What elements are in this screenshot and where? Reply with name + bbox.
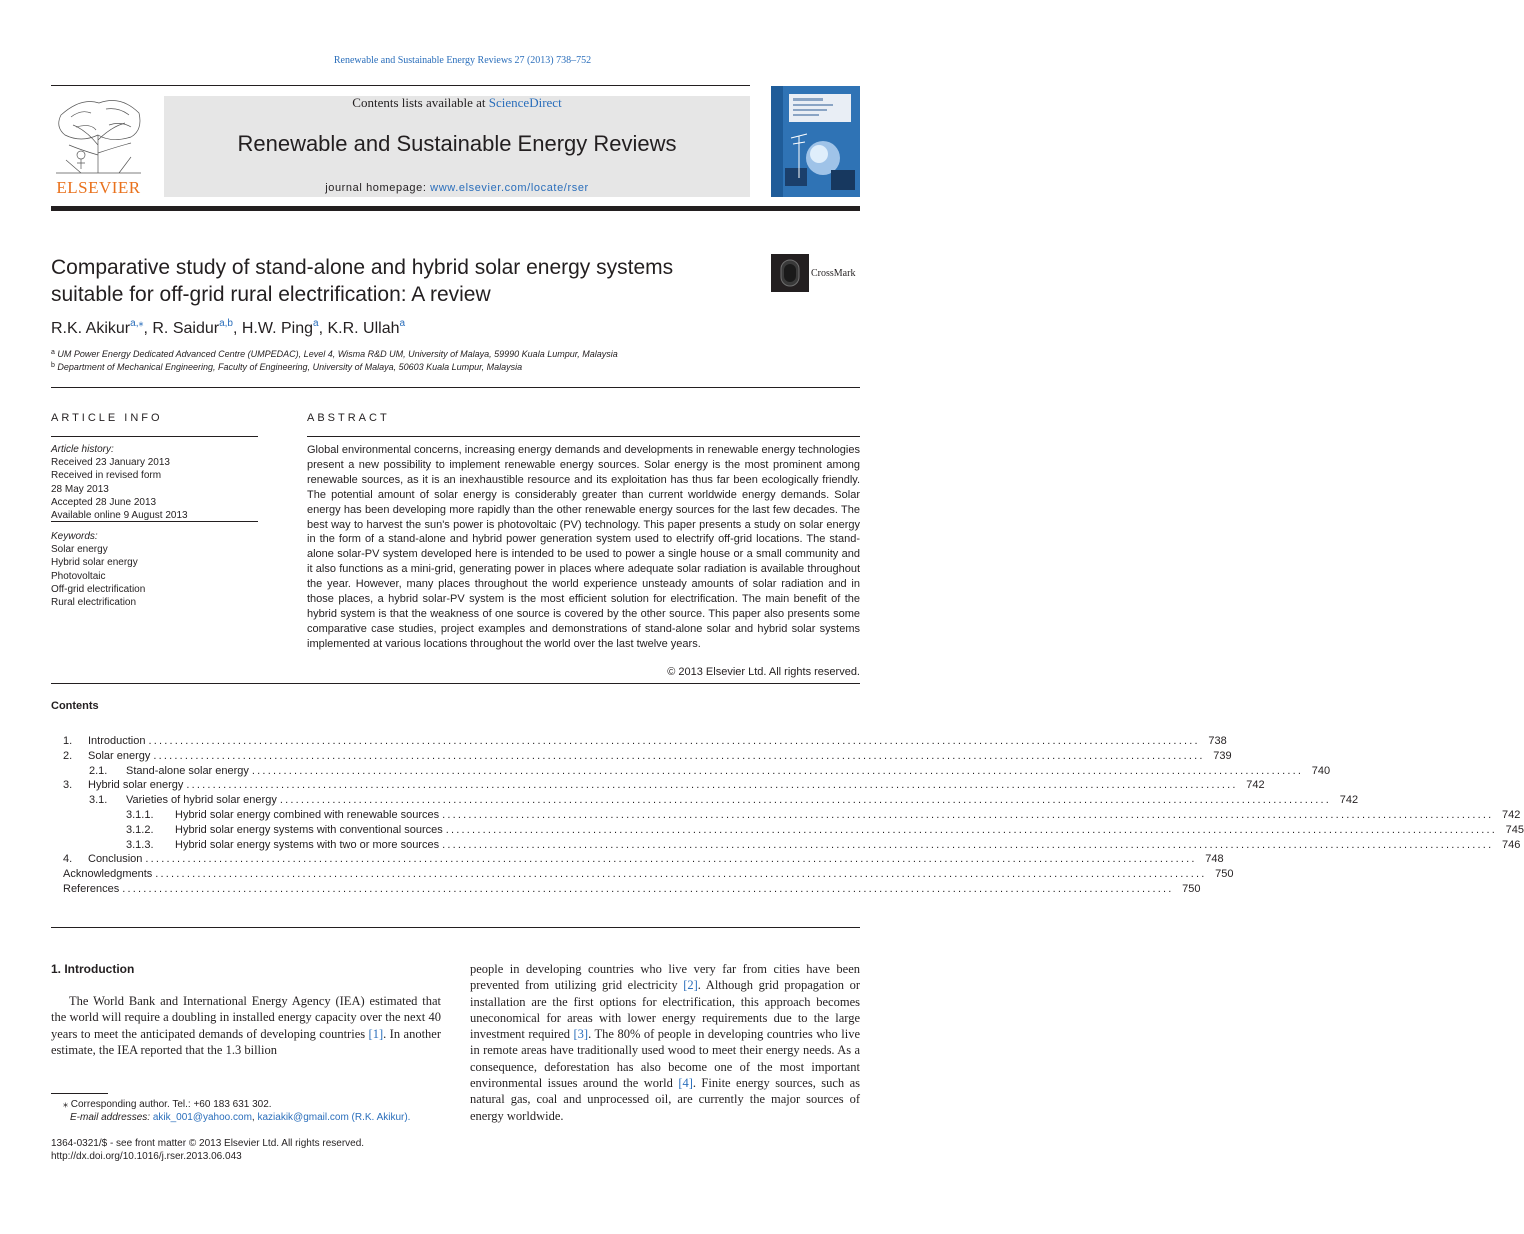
toc-label[interactable]: Varieties of hybrid solar energy [126, 794, 277, 807]
toc-number: 4. [63, 853, 73, 866]
author-name[interactable]: R.K. Akikur [51, 320, 131, 337]
divider [51, 683, 860, 684]
citation-link[interactable]: [3] [573, 1027, 589, 1042]
email-link[interactable]: kaziakik@gmail.com [257, 1112, 349, 1123]
toc-entry[interactable] [126, 838, 1521, 853]
author-name[interactable]: R. Saidur [152, 320, 220, 337]
toc-leader-dots: ........................................................................................................................................................................................................ [186, 779, 1238, 792]
author-affil-mark[interactable]: a,⁎ [130, 318, 144, 329]
author-list [51, 318, 405, 338]
author-affil-mark[interactable]: a [399, 318, 406, 329]
toc-page-number[interactable]: 742 [1339, 794, 1359, 807]
author-name[interactable]: H.W. Ping [241, 320, 314, 337]
keywords-label: Keywords: [51, 531, 98, 542]
issn-note: 1364-0321/$ - see front matter © 2013 Elsevier Ltd. All rights reserved. [51, 1138, 365, 1149]
toc-leader-dots: ........................................................................................................................................................................................................ [155, 868, 1207, 881]
citation-link[interactable]: [1] [368, 1026, 384, 1041]
toc-page-number[interactable]: 738 [1208, 735, 1227, 747]
intro-text: . The 80% of people in developing countries who live in remote areas have traditionally used wood to meet their energy needs. As a consequence, deforestation has also become one of the most important environmental issues around the world [470, 1027, 860, 1091]
toc-entry[interactable] [63, 749, 1232, 764]
toc-leader-dots: ........................................................................................................................................................................................................ [145, 853, 1197, 866]
toc-page-number[interactable]: 748 [1205, 853, 1224, 866]
history-item: Available online 9 August 2013 [51, 510, 188, 522]
keyword: Rural electrification [51, 597, 137, 609]
email-separator: , [251, 1112, 258, 1123]
toc-leader-dots: ........................................................................................................................................................................................................ [122, 883, 1174, 895]
keyword: Photovoltaic [51, 570, 106, 582]
intro-text: . Finite energy sources, such as natural gas, coal and unprocessed oil, are currently the major sources of energy worldwide. [470, 1076, 860, 1123]
article-title-line2: suitable for off-grid rural electrification: A review [51, 283, 491, 306]
abstract-copyright: © 2013 Elsevier Ltd. All rights reserved. [667, 666, 860, 678]
email-note [70, 1111, 410, 1124]
author-name[interactable]: K.R. Ullah [327, 320, 400, 337]
abstract-text: Global environmental concerns, increasing energy demands and developments in renewable energy technologies present a new possibility to implement renewable energy sources. Solar energy is the most prominent among renewable sources, as it is an inexhaustible resource and its exploitation has thus far been ecologically friendly. The potential amount of solar energy is considerably greater than current worldwide energy demands. Solar energy has been developing more rapidly than the other renewable energy sources for the last few decades. The best way to harvest the sun's power is photovoltaic (PV) technology. This paper presents a study on solar energy in the form of a stand-alone and hybrid power generation system used to electrify off-grid locations. The stand-alone solar-PV system developed here is intended to be used to power a single house or a small community and it also functions as a mini-grid, generating power in places where adequate solar radiation is available throughout the year. However, many places throughout the world experience unsteady amounts of solar radiation and in those places, a hybrid solar-PV system is the most efficient solution for electrification. The main benefit of the hybrid system is that the weakness of one source is covered by the other source. This paper also presents some comparative case studies, project examples and demonstrations of stand-alone solar and hybrid solar systems implemented at various locations throughout the world over the last twelve years. [307, 444, 860, 650]
citation-link[interactable]: [2] [683, 978, 698, 993]
header-rule [51, 85, 750, 86]
doi-note[interactable]: http://dx.doi.org/10.1016/j.rser.2013.06.043 [51, 1151, 242, 1162]
toc-number: 3.1.1. [126, 809, 154, 821]
history-item: 28 May 2013 [51, 483, 109, 495]
toc-leader-dots: ........................................................................................................................................................................................................ [148, 735, 1200, 747]
article-info-heading: ARTICLE INFO [51, 412, 163, 424]
toc-entry[interactable] [63, 852, 1224, 867]
toc-number: 2. [63, 749, 73, 762]
toc-leader-dots: ........................................................................................................................................................................................................ [442, 838, 1494, 851]
abstract-heading: ABSTRACT [307, 412, 390, 424]
toc-label[interactable]: Hybrid solar energy systems with conventional sources [175, 823, 443, 836]
toc-page-number[interactable]: 745 [1505, 823, 1524, 836]
footnote-rule [51, 1093, 108, 1094]
toc-label[interactable]: Stand-alone solar energy [126, 764, 249, 777]
header-thick-rule [51, 206, 860, 211]
toc-number: 3.1.2. [126, 823, 154, 836]
intro-heading: 1. Introduction [51, 962, 135, 976]
toc-number: 3.1. [89, 794, 108, 807]
toc-entry[interactable] [63, 882, 1201, 897]
keyword: Off-grid electrification [51, 583, 146, 595]
toc-entry[interactable] [63, 867, 1234, 882]
affiliation-mark: a [51, 349, 55, 356]
journal-homepage [164, 182, 750, 194]
affiliation-mark: b [51, 362, 55, 369]
journal-cover-image [771, 86, 860, 197]
toc-leader-dots: ........................................................................................................................................................................................................ [279, 794, 1332, 807]
email-label: E-mail addresses: [70, 1112, 153, 1123]
intro-text: The World Bank and International Energy Agency (IEA) estimated that the world will require a doubling in installed energy capacity over the next 40 years to meet the anticipated demands of developing countries [51, 994, 441, 1041]
divider [51, 436, 258, 437]
toc-page-number[interactable]: 746 [1501, 838, 1521, 851]
toc-leader-dots: ........................................................................................................................................................................................................ [442, 809, 1494, 821]
toc-number: 3.1.3. [126, 838, 154, 851]
toc-leader-dots: ........................................................................................................................................................................................................ [445, 823, 1498, 836]
intro-text: . Although grid propagation or installation are the first options for electrification, this approach becomes uneconomical for areas with lower energy requirements due to the large investment required [470, 978, 860, 1042]
toc-label[interactable]: Introduction [88, 735, 146, 747]
toc-entry[interactable] [63, 778, 1265, 793]
intro-text: . In another estimate, the IEA reported that the 1.3 billion [51, 1026, 441, 1057]
journal-citation[interactable]: Renewable and Sustainable Energy Reviews 27 (2013) 738–752 [333, 55, 592, 66]
toc-label[interactable]: Hybrid solar energy systems with two or more sources [175, 838, 440, 851]
elsevier-wordmark: ELSEVIER [56, 178, 141, 197]
citation-link[interactable]: [4] [678, 1076, 693, 1091]
toc-leader-dots: ........................................................................................................................................................................................................ [251, 764, 1304, 777]
affiliation-text: Department of Mechanical Engineering, Faculty of Engineering, University of Malaya, 50603 Kuala Lumpur, Malaysia [57, 362, 523, 372]
homepage-prefix: journal homepage: [325, 182, 431, 194]
toc-leader-dots: ........................................................................................................................................................................................................ [153, 749, 1205, 762]
toc-entry[interactable] [89, 764, 1331, 779]
corresponding-author-note: ⁎ Corresponding author. Tel.: +60 183 631 302. [63, 1099, 272, 1110]
toc-page-number[interactable]: 739 [1213, 749, 1232, 762]
toc-label[interactable]: Solar energy [88, 749, 151, 762]
crossmark-icon [771, 254, 809, 292]
affiliation-text: UM Power Energy Dedicated Advanced Centre (UMPEDAC), Level 4, Wisma R&D UM, University of Malaya, 59990 Kuala Lumpur, Malaysia [57, 349, 618, 359]
history-item: Received in revised form [51, 470, 162, 482]
author-separator: , [318, 320, 328, 337]
author-separator: , [232, 320, 242, 337]
intro-col1 [51, 993, 441, 1058]
affiliation-b [51, 362, 522, 372]
keyword: Solar energy [51, 544, 108, 556]
toc-label[interactable]: References [63, 883, 120, 895]
contents-available [164, 95, 750, 111]
toc-page-number[interactable]: 750 [1215, 868, 1234, 881]
author-affil-mark[interactable]: a [313, 318, 319, 329]
affiliation-a [51, 349, 618, 359]
intro-text: people in developing countries who live very far from cities have been prevented from utilizing grid electricity [470, 962, 860, 993]
history-item: Received 23 January 2013 [51, 457, 170, 469]
contents-available-prefix: Contents lists available at [352, 95, 489, 110]
sciencedirect-link[interactable]: ScienceDirect [488, 95, 562, 110]
article-history [51, 443, 258, 522]
toc-entry[interactable] [63, 734, 1227, 749]
toc-label[interactable]: Hybrid solar energy [88, 779, 184, 792]
toc-page-number[interactable]: 740 [1311, 764, 1331, 777]
toc-number: 3. [63, 779, 73, 792]
contents-heading: Contents [51, 700, 99, 712]
divider [51, 927, 860, 928]
homepage-link[interactable]: www.elsevier.com/locate/rser [430, 182, 589, 194]
author-affil-mark[interactable]: a,b [219, 318, 233, 329]
history-item: Accepted 28 June 2013 [51, 496, 157, 508]
toc-label[interactable]: Hybrid solar energy combined with renewable sources [175, 809, 440, 821]
divider [51, 387, 860, 388]
divider [51, 521, 258, 522]
toc-entry[interactable] [89, 793, 1359, 808]
toc-number: 2.1. [89, 764, 108, 777]
keywords [51, 530, 258, 609]
crossmark-badge[interactable] [771, 254, 871, 294]
email-owner: (R.K. Akikur). [348, 1112, 411, 1123]
toc-entry[interactable] [126, 823, 1524, 838]
keyword: Hybrid solar energy [51, 557, 138, 569]
author-separator: , [143, 320, 153, 337]
toc-label[interactable]: Acknowledgments [63, 868, 153, 881]
intro-col2 [470, 961, 860, 1124]
article-title [51, 254, 751, 308]
toc-page-number[interactable]: 750 [1182, 883, 1201, 895]
article-title-line1: Comparative study of stand-alone and hybrid solar energy systems [51, 256, 674, 279]
toc-label[interactable]: Conclusion [88, 853, 143, 866]
toc-page-number[interactable]: 742 [1246, 779, 1265, 792]
history-label: Article history: [51, 444, 114, 455]
crossmark-label: CrossMark [811, 268, 856, 279]
toc-page-number[interactable]: 742 [1502, 809, 1521, 821]
divider [307, 436, 860, 437]
toc-number: 1. [63, 735, 73, 747]
email-link[interactable]: akik_001@yahoo.com [152, 1112, 252, 1123]
journal-title: Renewable and Sustainable Energy Reviews [237, 131, 677, 156]
toc-entry[interactable] [126, 808, 1521, 823]
